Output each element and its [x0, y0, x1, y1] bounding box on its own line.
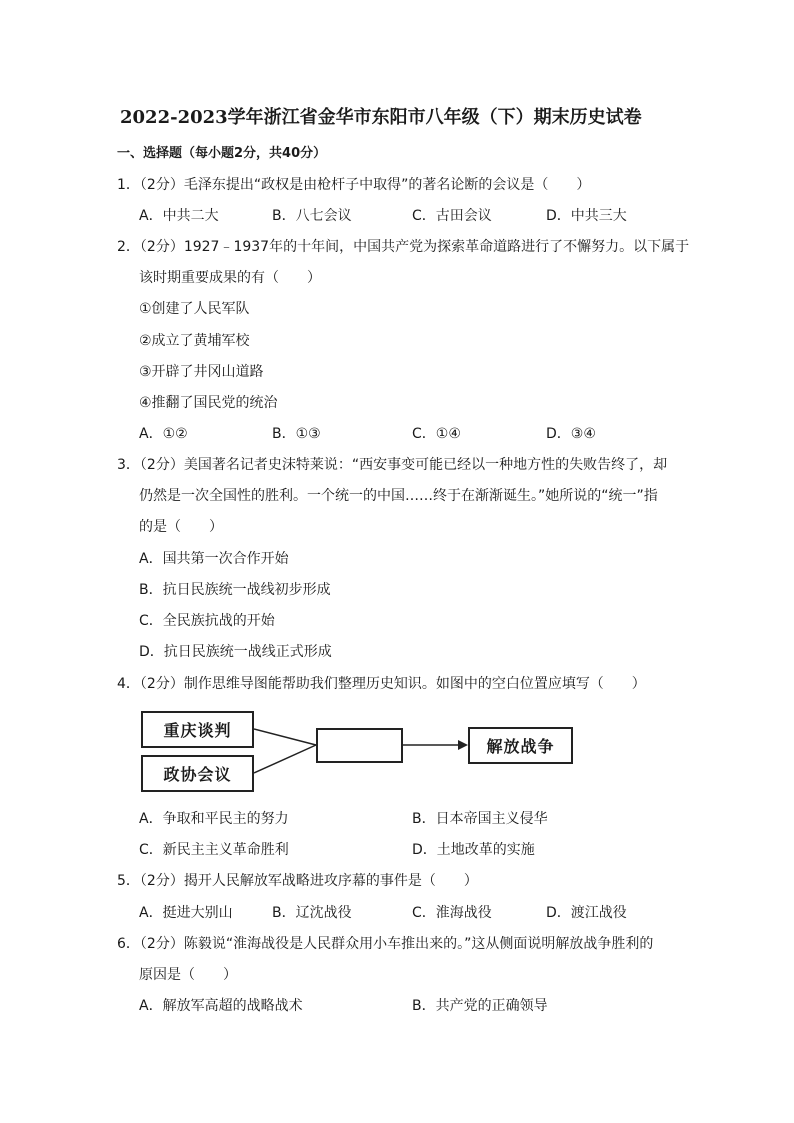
q2-option-b: B．①③ — [272, 426, 321, 442]
q4-option-b: B．日本帝国主义侵华 — [412, 811, 548, 827]
q1-option-c: C．古田会议 — [412, 208, 492, 224]
q1-stem: 1．（2分）毛泽东提出“政权是由枪杆子中取得”的著名论断的会议是（ ） — [117, 177, 591, 193]
q6-stem-line1: 6．（2分）陈毅说“淮海战役是人民群众用小车推出来的。”这从侧面说明解放战争胜利的 — [117, 936, 654, 952]
q2-stem-line2: 该时期重要成果的有（ ） — [139, 270, 321, 286]
q5-stem: 5．（2分）揭开人民解放军战略进攻序幕的事件是（ ） — [117, 873, 478, 889]
map-box-chongqing: 重庆谈判 — [141, 711, 254, 748]
q1-option-a: A．中共二大 — [139, 208, 219, 224]
q5-option-a: A．挺进大别山 — [139, 905, 233, 921]
q2-item-1: ①创建了人民军队 — [139, 301, 250, 317]
q1-option-d: D．中共三大 — [546, 208, 627, 224]
map-box-zhengxie: 政协会议 — [141, 755, 254, 792]
q3-option-c: C．全民族抗战的开始 — [139, 613, 275, 629]
q3-stem-line1: 3．（2分）美国著名记者史沫特莱说：“西安事变可能已经以一种地方性的失败告终了，却 — [117, 457, 668, 473]
q2-item-2: ②成立了黄埔军校 — [139, 333, 250, 349]
q4-stem: 4．（2分）制作思维导图能帮助我们整理历史知识。如图中的空白位置应填写（ ） — [117, 676, 646, 692]
q3-stem-line2: 仍然是一次全国性的胜利。一个统一的中国……终于在渐渐诞生。”她所说的“统一”指 — [139, 488, 658, 504]
q6-option-a: A．解放军高超的战略战术 — [139, 998, 303, 1014]
arrow-head-icon — [458, 740, 468, 750]
q5-option-d: D．渡江战役 — [546, 905, 627, 921]
map-box-jiefang: 解放战争 — [468, 727, 573, 764]
page-title: 2022-2023学年浙江省金华市东阳市八年级（下）期末历史试卷 — [120, 107, 642, 128]
q2-stem-line1: 2．（2分）1927﹣1937年的十年间，中国共产党为探索革命道路进行了不懈努力。以下属于 — [117, 239, 690, 255]
q5-option-c: C．淮海战役 — [412, 905, 492, 921]
q4-option-d: D．土地改革的实施 — [412, 842, 535, 858]
q3-stem-line3: 的是（ ） — [139, 519, 223, 535]
connector-line-1 — [254, 729, 316, 745]
map-box-blank — [316, 728, 403, 763]
q3-option-b: B．抗日民族统一战线初步形成 — [139, 582, 331, 598]
q6-option-b: B．共产党的正确领导 — [412, 998, 548, 1014]
q6-stem-line2: 原因是（ ） — [139, 967, 237, 983]
q4-option-a: A．争取和平民主的努力 — [139, 811, 289, 827]
q2-item-3: ③开辟了井冈山道路 — [139, 364, 264, 380]
q2-option-a: A．①② — [139, 426, 188, 442]
q1-option-b: B．八七会议 — [272, 208, 352, 224]
q5-option-b: B．辽沈战役 — [272, 905, 352, 921]
connector-line-2 — [254, 745, 316, 773]
q2-option-d: D．③④ — [546, 426, 596, 442]
q2-option-c: C．①④ — [412, 426, 461, 442]
q4-option-c: C．新民主主义革命胜利 — [139, 842, 289, 858]
section-heading: 一、选择题（每小题2分，共40分） — [117, 146, 327, 161]
q3-option-a: A．国共第一次合作开始 — [139, 551, 289, 567]
q2-item-4: ④推翻了国民党的统治 — [139, 395, 278, 411]
q3-option-d: D．抗日民族统一战线正式形成 — [139, 644, 332, 660]
